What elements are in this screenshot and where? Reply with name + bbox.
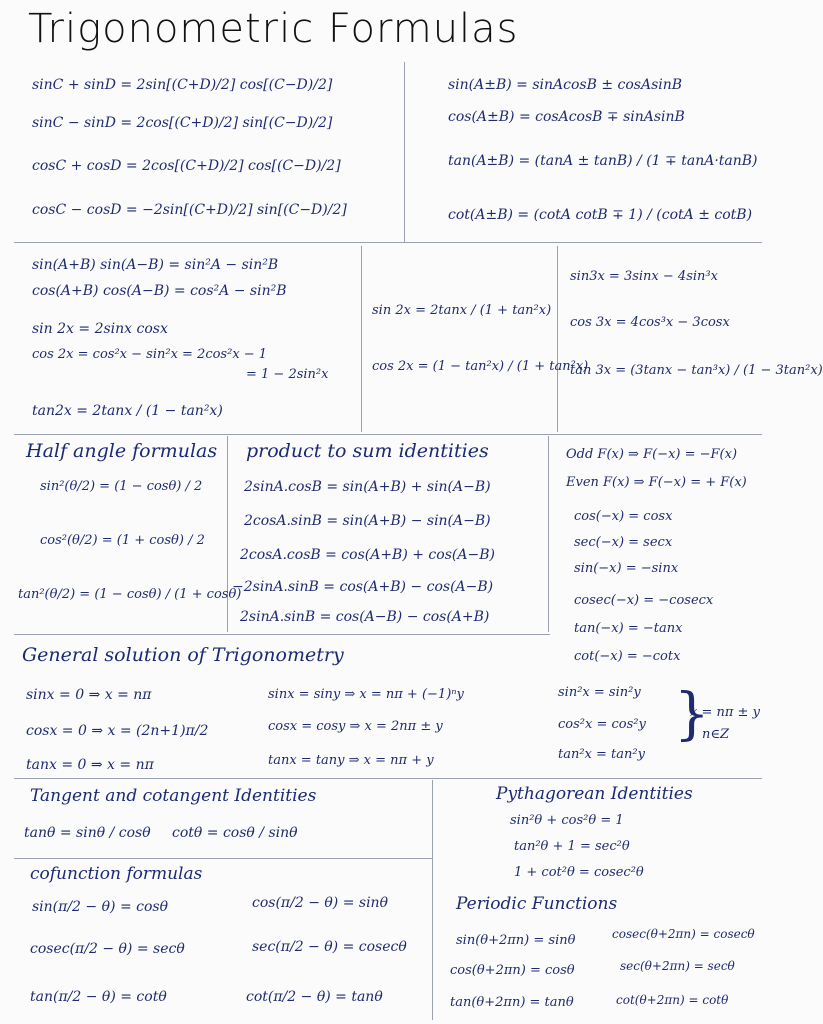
formula-triple-angle: tan 3x = (3tanx − tan³x) / (1 − 3tan²x) (570, 363, 823, 378)
divider (432, 780, 433, 1020)
divider (557, 246, 558, 432)
formula-general-solution: cos²x = cos²y (558, 717, 646, 732)
formula-sum-to-product: cosC − cosD = −2sin[(C+D)/2] sin[(C−D)/2] (32, 202, 347, 218)
formula-cofunction: cosec(π/2 − θ) = secθ (30, 941, 185, 957)
divider (14, 434, 762, 435)
formula-double-angle: cos(A+B) cos(A−B) = cos²A − sin²B (32, 283, 287, 299)
divider (14, 778, 762, 779)
formula-cofunction: sec(π/2 − θ) = cosecθ (252, 939, 407, 955)
formula-double-angle: sin(A+B) sin(A−B) = sin²A − sin²B (32, 257, 279, 273)
section-header-general-solution: General solution of Trigonometry (22, 644, 344, 666)
formula-compound-angle: cot(A±B) = (cotA cotB ∓ 1) / (cotA ± cotB) (448, 207, 753, 223)
formula-double-angle: sin 2x = 2sinx cosx (32, 321, 168, 337)
divider (14, 634, 550, 635)
section-header-cofunction: cofunction formulas (30, 864, 203, 884)
formula-general-solution: sinx = 0 ⇒ x = nπ (26, 687, 152, 703)
formula-periodic: tan(θ+2πn) = tanθ (450, 995, 574, 1010)
formula-product-to-sum: 2cosA.sinB = sin(A+B) − sin(A−B) (244, 513, 491, 529)
formula-general-solution: tanx = tany ⇒ x = nπ + y (268, 753, 434, 768)
section-header-pythagorean: Pythagorean Identities (496, 784, 693, 804)
formula-general-solution: cosx = 0 ⇒ x = (2n+1)π/2 (26, 723, 209, 739)
formula-sum-to-product: sinC − sinD = 2cos[(C+D)/2] sin[(C−D)/2] (32, 115, 333, 131)
formula-compound-angle: sin(A±B) = sinAcosB ± cosAsinB (448, 77, 683, 93)
formula-general-solution: sinx = siny ⇒ x = nπ + (−1)ⁿy (268, 687, 464, 702)
section-header-periodic: Periodic Functions (456, 894, 618, 914)
formula-product-to-sum: −2sinA.sinB = cos(A+B) − cos(A−B) (232, 579, 494, 595)
formula-pythagorean: 1 + cot²θ = cosec²θ (514, 865, 644, 880)
formula-periodic: cosec(θ+2πn) = cosecθ (612, 927, 755, 941)
formula-double-angle: tan2x = 2tanx / (1 − tan²x) (32, 403, 223, 419)
formula-negative-angle: sec(−x) = secx (574, 535, 673, 550)
formula-half-angle: tan²(θ/2) = (1 − cosθ) / (1 + cosθ) (18, 587, 242, 602)
formula-pythagorean: sin²θ + cos²θ = 1 (510, 813, 624, 828)
formula-cofunction: cos(π/2 − θ) = sinθ (252, 895, 389, 911)
formula-cofunction: cot(π/2 − θ) = tanθ (246, 989, 383, 1005)
divider (404, 62, 405, 242)
formula-double-angle-tan: cos 2x = (1 − tan²x) / (1 + tan²x) (372, 359, 589, 374)
divider (361, 246, 362, 432)
formula-compound-angle: tan(A±B) = (tanA ± tanB) / (1 ∓ tanA·tanB) (448, 153, 758, 169)
formula-negative-angle: tan(−x) = −tanx (574, 621, 683, 636)
divider (14, 242, 762, 243)
page-title: Trigonometric Formulas (28, 6, 519, 52)
formula-even-function: Even F(x) ⇒ F(−x) = + F(x) (566, 475, 747, 490)
formula-periodic: sin(θ+2πn) = sinθ (456, 933, 576, 948)
section-header-half-angle: Half angle formulas (26, 440, 218, 462)
formula-triple-angle: sin3x = 3sinx − 4sin³x (570, 269, 718, 284)
formula-general-solution: tanx = 0 ⇒ x = nπ (26, 757, 154, 773)
formula-general-solution: sin²x = sin²y (558, 685, 641, 700)
section-header-tan-cot: Tangent and cotangent Identities (30, 786, 317, 806)
formula-product-to-sum: 2sinA.cosB = sin(A+B) + sin(A−B) (244, 479, 491, 495)
formula-double-angle-tan: sin 2x = 2tanx / (1 + tan²x) (372, 303, 552, 318)
formula-tan-identity: tanθ = sinθ / cosθ (24, 825, 151, 841)
formula-product-to-sum: 2sinA.sinB = cos(A−B) − cos(A+B) (240, 609, 490, 625)
formula-negative-angle: cosec(−x) = −cosecx (574, 593, 714, 608)
formula-general-solution: tan²x = tan²y (558, 747, 645, 762)
formula-double-angle: cos 2x = cos²x − sin²x = 2cos²x − 1 (32, 347, 268, 362)
section-header-product-to-sum: product to sum identities (246, 440, 489, 462)
formula-sum-to-product: cosC + cosD = 2cos[(C+D)/2] cos[(C−D)/2] (32, 158, 341, 174)
formula-odd-function: Odd F(x) ⇒ F(−x) = −F(x) (566, 447, 738, 462)
general-solution-condition: n∈Z (702, 727, 730, 742)
formula-half-angle: cos²(θ/2) = (1 + cosθ) / 2 (40, 533, 205, 548)
formula-negative-angle: sin(−x) = −sinx (574, 561, 679, 576)
formula-periodic: sec(θ+2πn) = secθ (620, 959, 735, 973)
formula-product-to-sum: 2cosA.cosB = cos(A+B) + cos(A−B) (240, 547, 495, 563)
formula-negative-angle: cot(−x) = −cotx (574, 649, 681, 664)
formula-periodic: cos(θ+2πn) = cosθ (450, 963, 575, 978)
formula-periodic: cot(θ+2πn) = cotθ (616, 993, 729, 1007)
formula-half-angle: sin²(θ/2) = (1 − cosθ) / 2 (40, 479, 203, 494)
brace: } (674, 682, 710, 747)
formula-cofunction: tan(π/2 − θ) = cotθ (30, 989, 167, 1005)
formula-triple-angle: cos 3x = 4cos³x − 3cosx (570, 315, 730, 330)
formula-cofunction: sin(π/2 − θ) = cosθ (32, 899, 169, 915)
formula-double-angle: = 1 − 2sin²x (246, 367, 329, 382)
formula-general-solution: cosx = cosy ⇒ x = 2nπ ± y (268, 719, 443, 734)
formula-compound-angle: cos(A±B) = cosAcosB ∓ sinAsinB (448, 109, 685, 125)
general-solution-result: x = nπ ± y (690, 705, 760, 720)
divider (548, 436, 549, 632)
divider (14, 858, 432, 859)
formula-pythagorean: tan²θ + 1 = sec²θ (514, 839, 630, 854)
formula-negative-angle: cos(−x) = cosx (574, 509, 673, 524)
formula-sum-to-product: sinC + sinD = 2sin[(C+D)/2] cos[(C−D)/2] (32, 77, 333, 93)
formula-cot-identity: cotθ = cosθ / sinθ (172, 825, 298, 841)
